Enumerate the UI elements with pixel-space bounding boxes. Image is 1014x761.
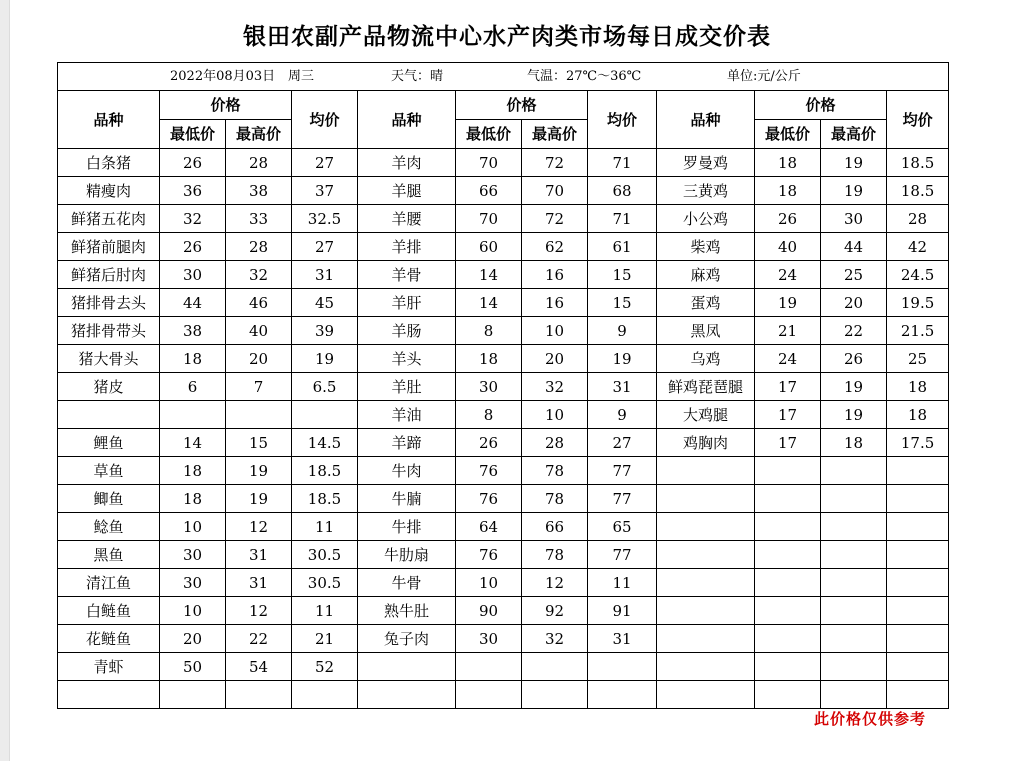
cell-min: [755, 653, 821, 681]
table-row: [58, 317, 949, 345]
cell-variety: 牛骨: [358, 569, 456, 597]
cell-avg: 19.5: [887, 289, 949, 317]
cell-max: [226, 681, 292, 709]
cell-avg: 30.5: [292, 541, 358, 569]
cell-avg: [292, 401, 358, 429]
cell-variety: 草鱼: [58, 457, 160, 485]
cell-avg: 14.5: [292, 429, 358, 457]
cell-avg: 17.5: [887, 429, 949, 457]
cell-max: 20: [522, 345, 588, 373]
cell-variety: 鲤鱼: [58, 429, 160, 457]
cell-avg: 31: [292, 261, 358, 289]
info-date: 2022年08月03日: [170, 68, 276, 84]
cell-max: 20: [226, 345, 292, 373]
cell-min: 30: [160, 541, 226, 569]
header-min: 最低价: [755, 120, 821, 149]
cell-min: 18: [755, 149, 821, 177]
cell-min: 90: [456, 597, 522, 625]
cell-variety: 鲜猪五花肉: [58, 205, 160, 233]
table-row: [58, 177, 949, 205]
cell-min: 76: [456, 541, 522, 569]
cell-max: 72: [522, 149, 588, 177]
cell-min: 18: [160, 485, 226, 513]
cell-min: 17: [755, 401, 821, 429]
cell-avg: 15: [588, 261, 657, 289]
cell-avg: 27: [292, 149, 358, 177]
cell-variety: 花鲢鱼: [58, 625, 160, 653]
cell-variety: [657, 653, 755, 681]
cell-variety: [58, 401, 160, 429]
cell-avg: 27: [588, 429, 657, 457]
cell-variety: [657, 625, 755, 653]
cell-min: 6: [160, 373, 226, 401]
cell-avg: 77: [588, 485, 657, 513]
cell-min: [456, 653, 522, 681]
cell-avg: 18.5: [292, 485, 358, 513]
cell-min: 70: [456, 205, 522, 233]
cell-min: 10: [160, 597, 226, 625]
cell-variety: 柴鸡: [657, 233, 755, 261]
table-row: [58, 205, 949, 233]
cell-avg: [588, 653, 657, 681]
cell-min: [456, 681, 522, 709]
cell-min: 66: [456, 177, 522, 205]
cell-min: [755, 625, 821, 653]
cell-max: 19: [821, 373, 887, 401]
cell-max: [821, 569, 887, 597]
cell-avg: 11: [588, 569, 657, 597]
cell-max: 70: [522, 177, 588, 205]
table-row: [58, 233, 949, 261]
cell-variety: 鲜猪后肘肉: [58, 261, 160, 289]
cell-max: 66: [522, 513, 588, 541]
cell-avg: [887, 457, 949, 485]
cell-min: 26: [755, 205, 821, 233]
cell-avg: 28: [887, 205, 949, 233]
disclaimer-note: 此价格仅供参考: [814, 710, 927, 728]
cell-avg: 15: [588, 289, 657, 317]
cell-variety: 猪排骨带头: [58, 317, 160, 345]
cell-max: 22: [821, 317, 887, 345]
page-title: 银田农副产品物流中心水产肉类市场每日成交价表: [243, 23, 771, 50]
cell-avg: 19: [588, 345, 657, 373]
cell-max: 19: [821, 401, 887, 429]
cell-max: [821, 513, 887, 541]
cell-variety: 羊腿: [358, 177, 456, 205]
cell-variety: 鸡胸肉: [657, 429, 755, 457]
cell-avg: [887, 569, 949, 597]
cell-min: 14: [456, 261, 522, 289]
cell-max: [821, 541, 887, 569]
table-row: [58, 345, 949, 373]
header-variety: 品种: [657, 91, 755, 149]
header-avg: 均价: [292, 91, 358, 149]
cell-max: 31: [226, 569, 292, 597]
cell-min: 18: [160, 457, 226, 485]
table-row: [58, 485, 949, 513]
table-row: [58, 541, 949, 569]
cell-variety: [358, 681, 456, 709]
cell-avg: 42: [887, 233, 949, 261]
cell-min: 44: [160, 289, 226, 317]
cell-variety: [657, 485, 755, 513]
table-row: [58, 149, 949, 177]
cell-avg: 31: [588, 373, 657, 401]
cell-max: 10: [522, 317, 588, 345]
cell-max: 78: [522, 541, 588, 569]
cell-avg: 61: [588, 233, 657, 261]
header-price: 价格: [456, 91, 588, 120]
cell-variety: 猪皮: [58, 373, 160, 401]
table-row: [58, 681, 949, 709]
cell-max: 20: [821, 289, 887, 317]
table-row: [58, 289, 949, 317]
cell-max: 16: [522, 289, 588, 317]
cell-max: [522, 681, 588, 709]
cell-variety: 兔子肉: [358, 625, 456, 653]
cell-variety: 熟牛肚: [358, 597, 456, 625]
table-row: [58, 457, 949, 485]
cell-avg: [887, 597, 949, 625]
cell-max: 19: [226, 457, 292, 485]
cell-min: 10: [456, 569, 522, 597]
cell-variety: 牛肋扇: [358, 541, 456, 569]
cell-min: [755, 513, 821, 541]
cell-avg: [887, 541, 949, 569]
info-weekday: 周三: [288, 68, 315, 84]
cell-variety: 精瘦肉: [58, 177, 160, 205]
cell-avg: 52: [292, 653, 358, 681]
cell-min: [160, 681, 226, 709]
cell-variety: 小公鸡: [657, 205, 755, 233]
cell-avg: 21: [292, 625, 358, 653]
cell-min: 18: [160, 345, 226, 373]
cell-min: 30: [160, 569, 226, 597]
cell-max: 44: [821, 233, 887, 261]
cell-min: 76: [456, 457, 522, 485]
cell-min: 64: [456, 513, 522, 541]
cell-min: 50: [160, 653, 226, 681]
cell-min: 60: [456, 233, 522, 261]
cell-avg: 71: [588, 205, 657, 233]
table-row: [58, 429, 949, 457]
cell-avg: 18: [887, 373, 949, 401]
cell-avg: 11: [292, 513, 358, 541]
table-row: [58, 597, 949, 625]
cell-min: 18: [755, 177, 821, 205]
cell-max: 12: [226, 597, 292, 625]
cell-variety: 大鸡腿: [657, 401, 755, 429]
header-price: 价格: [755, 91, 887, 120]
cell-min: 30: [160, 261, 226, 289]
cell-max: 28: [226, 233, 292, 261]
cell-max: 15: [226, 429, 292, 457]
cell-max: [821, 485, 887, 513]
cell-max: [522, 653, 588, 681]
cell-variety: 牛腩: [358, 485, 456, 513]
cell-avg: 18: [887, 401, 949, 429]
cell-avg: 68: [588, 177, 657, 205]
cell-avg: 19: [292, 345, 358, 373]
cell-min: 26: [160, 149, 226, 177]
cell-max: [821, 457, 887, 485]
cell-min: [755, 485, 821, 513]
cell-variety: 鲜猪前腿肉: [58, 233, 160, 261]
cell-max: 62: [522, 233, 588, 261]
info-temperature: 气温：27℃～36℃: [527, 68, 642, 84]
cell-max: 33: [226, 205, 292, 233]
cell-min: 14: [160, 429, 226, 457]
cell-max: 25: [821, 261, 887, 289]
cell-min: [755, 569, 821, 597]
cell-variety: 羊油: [358, 401, 456, 429]
header-avg: 均价: [588, 91, 657, 149]
cell-min: 36: [160, 177, 226, 205]
cell-min: 30: [456, 625, 522, 653]
cell-variety: [657, 541, 755, 569]
cell-max: 46: [226, 289, 292, 317]
cell-avg: [887, 485, 949, 513]
cell-min: 70: [456, 149, 522, 177]
cell-variety: 白鲢鱼: [58, 597, 160, 625]
cell-avg: 11: [292, 597, 358, 625]
header-row-2: [58, 120, 949, 149]
cell-variety: 蛋鸡: [657, 289, 755, 317]
table-row: [58, 653, 949, 681]
cell-avg: 77: [588, 457, 657, 485]
cell-avg: 71: [588, 149, 657, 177]
cell-avg: 65: [588, 513, 657, 541]
cell-max: 72: [522, 205, 588, 233]
cell-min: 38: [160, 317, 226, 345]
cell-variety: 鲜鸡琵琶腿: [657, 373, 755, 401]
cell-max: [821, 597, 887, 625]
cell-min: [755, 457, 821, 485]
cell-min: 24: [755, 261, 821, 289]
cell-variety: 乌鸡: [657, 345, 755, 373]
info-row: [58, 63, 949, 91]
cell-variety: 黑鱼: [58, 541, 160, 569]
cell-min: 26: [456, 429, 522, 457]
cell-min: [755, 541, 821, 569]
header-max: 最高价: [821, 120, 887, 149]
header-min: 最低价: [456, 120, 522, 149]
cell-min: [755, 597, 821, 625]
cell-max: 32: [226, 261, 292, 289]
cell-avg: 37: [292, 177, 358, 205]
cell-variety: [657, 681, 755, 709]
cell-max: 32: [522, 373, 588, 401]
cell-max: 26: [821, 345, 887, 373]
table-row: [58, 569, 949, 597]
cell-min: 14: [456, 289, 522, 317]
cell-max: [821, 653, 887, 681]
cell-avg: [887, 625, 949, 653]
cell-avg: 9: [588, 317, 657, 345]
cell-avg: 18.5: [887, 149, 949, 177]
cell-min: 32: [160, 205, 226, 233]
cell-avg: [887, 513, 949, 541]
cell-max: [821, 625, 887, 653]
cell-max: 54: [226, 653, 292, 681]
cell-variety: 羊肝: [358, 289, 456, 317]
info-cell: [58, 63, 949, 91]
cell-min: 24: [755, 345, 821, 373]
cell-variety: 羊头: [358, 345, 456, 373]
header-price: 价格: [160, 91, 292, 120]
cell-avg: 21.5: [887, 317, 949, 345]
cell-variety: 鲶鱼: [58, 513, 160, 541]
info-weather: 天气：晴: [391, 68, 444, 84]
cell-max: 16: [522, 261, 588, 289]
cell-min: 21: [755, 317, 821, 345]
table-row: [58, 401, 949, 429]
cell-avg: 30.5: [292, 569, 358, 597]
cell-avg: 18.5: [292, 457, 358, 485]
cell-avg: 45: [292, 289, 358, 317]
cell-avg: 18.5: [887, 177, 949, 205]
cell-max: 28: [226, 149, 292, 177]
cell-min: 17: [755, 429, 821, 457]
cell-max: 38: [226, 177, 292, 205]
cell-variety: [657, 569, 755, 597]
cell-max: 10: [522, 401, 588, 429]
cell-min: 8: [456, 401, 522, 429]
left-gutter: [0, 0, 10, 761]
cell-variety: [657, 597, 755, 625]
cell-min: 30: [456, 373, 522, 401]
cell-avg: 25: [887, 345, 949, 373]
cell-variety: 鲫鱼: [58, 485, 160, 513]
cell-max: 19: [821, 149, 887, 177]
cell-variety: 羊肠: [358, 317, 456, 345]
cell-variety: 羊肚: [358, 373, 456, 401]
cell-avg: 27: [292, 233, 358, 261]
cell-min: 20: [160, 625, 226, 653]
cell-variety: 麻鸡: [657, 261, 755, 289]
header-row-1: [58, 91, 949, 120]
cell-max: 12: [226, 513, 292, 541]
header-avg: 均价: [887, 91, 949, 149]
cell-avg: [292, 681, 358, 709]
cell-variety: [58, 681, 160, 709]
cell-avg: 32.5: [292, 205, 358, 233]
cell-avg: 9: [588, 401, 657, 429]
cell-variety: 猪排骨去头: [58, 289, 160, 317]
cell-max: 18: [821, 429, 887, 457]
cell-min: 17: [755, 373, 821, 401]
cell-avg: 6.5: [292, 373, 358, 401]
cell-variety: 牛排: [358, 513, 456, 541]
header-variety: 品种: [58, 91, 160, 149]
cell-min: [755, 681, 821, 709]
cell-min: 40: [755, 233, 821, 261]
cell-min: 8: [456, 317, 522, 345]
cell-variety: 清江鱼: [58, 569, 160, 597]
cell-variety: 羊排: [358, 233, 456, 261]
cell-max: 28: [522, 429, 588, 457]
cell-avg: 31: [588, 625, 657, 653]
info-unit: 单位:元/公斤: [727, 68, 801, 84]
table-row: [58, 373, 949, 401]
cell-max: 22: [226, 625, 292, 653]
cell-avg: [588, 681, 657, 709]
cell-variety: 罗曼鸡: [657, 149, 755, 177]
cell-min: 10: [160, 513, 226, 541]
table-row: [58, 625, 949, 653]
cell-variety: 羊蹄: [358, 429, 456, 457]
cell-max: 19: [821, 177, 887, 205]
cell-variety: 三黄鸡: [657, 177, 755, 205]
cell-max: 40: [226, 317, 292, 345]
cell-max: 12: [522, 569, 588, 597]
cell-variety: 黑凤: [657, 317, 755, 345]
cell-min: 18: [456, 345, 522, 373]
cell-max: 78: [522, 457, 588, 485]
table-row: [58, 513, 949, 541]
cell-variety: 青虾: [58, 653, 160, 681]
cell-max: 32: [522, 625, 588, 653]
cell-max: 92: [522, 597, 588, 625]
cell-min: 26: [160, 233, 226, 261]
cell-max: [226, 401, 292, 429]
cell-max: 7: [226, 373, 292, 401]
cell-max: 30: [821, 205, 887, 233]
cell-min: [160, 401, 226, 429]
header-max: 最高价: [522, 120, 588, 149]
cell-variety: 猪大骨头: [58, 345, 160, 373]
cell-variety: [657, 457, 755, 485]
cell-min: 19: [755, 289, 821, 317]
header-variety: 品种: [358, 91, 456, 149]
cell-avg: 77: [588, 541, 657, 569]
price-table: [57, 62, 949, 709]
cell-variety: 羊骨: [358, 261, 456, 289]
table-row: [58, 261, 949, 289]
cell-max: 31: [226, 541, 292, 569]
cell-variety: [358, 653, 456, 681]
cell-variety: 羊腰: [358, 205, 456, 233]
header-min: 最低价: [160, 120, 226, 149]
cell-avg: 24.5: [887, 261, 949, 289]
cell-max: 19: [226, 485, 292, 513]
cell-variety: 白条猪: [58, 149, 160, 177]
cell-min: 76: [456, 485, 522, 513]
cell-avg: 91: [588, 597, 657, 625]
cell-max: 78: [522, 485, 588, 513]
cell-avg: [887, 653, 949, 681]
cell-variety: 羊肉: [358, 149, 456, 177]
cell-max: [821, 681, 887, 709]
cell-variety: [657, 513, 755, 541]
header-max: 最高价: [226, 120, 292, 149]
cell-avg: [887, 681, 949, 709]
cell-variety: 牛肉: [358, 457, 456, 485]
cell-avg: 39: [292, 317, 358, 345]
